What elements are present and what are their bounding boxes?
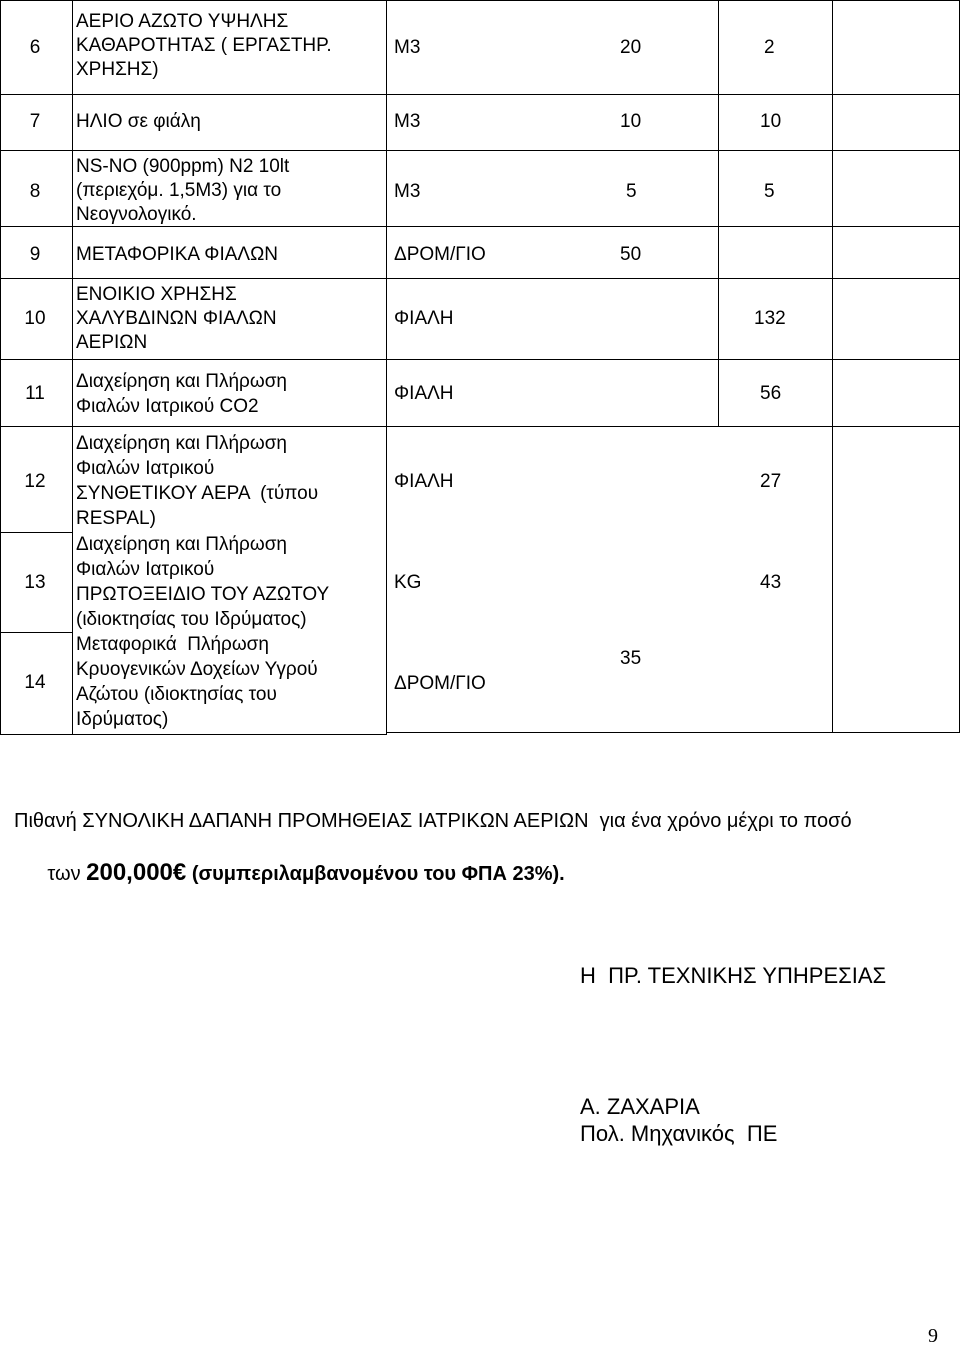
item-description: Φιαλών Ιατρικού CO2 [76, 396, 259, 417]
item-description: ΑΕΡΙΩΝ [76, 332, 148, 353]
quantity: 56 [760, 383, 782, 404]
summary-line: Πιθανή ΣΥΝΟΛΙΚΗ ΔΑΠΑΝΗ ΠΡΟΜΗΘΕΙΑΣ ΙΑΤΡΙΚΩΝ ΑΕΡΙΩΝ για ένα χρόνο μέχρι το ποσό [14, 810, 852, 832]
item-description: Αζώτου (ιδιοκτησίας του [76, 684, 277, 705]
department-heading: Η ΠΡ. ΤΕΧΝΙΚΗΣ ΥΠΗΡΕΣΙΑΣ [580, 963, 887, 988]
total-cost-summary [14, 808, 949, 913]
item-description: ΧΡΗΣΗΣ) [76, 59, 159, 80]
item-description: Διαχείρηση και Πλήρωση [76, 534, 287, 555]
table-rule [0, 734, 386, 735]
quantity: 35 [620, 648, 642, 669]
table-rule [386, 732, 960, 733]
item-description: Κρυογενικών Δοχείων Υγρού [76, 659, 318, 680]
table-rule [0, 632, 72, 633]
unit: ΔΡΟΜ/ΓΙΟ [394, 244, 486, 265]
item-description: ΧΑΛΥΒΔΙΝΩΝ ΦΙΑΛΩΝ [76, 308, 277, 329]
row-number: 7 [29, 111, 41, 132]
table-rule [72, 0, 73, 735]
unit: Μ3 [394, 37, 421, 58]
quantity: 10 [760, 111, 782, 132]
table-rule [718, 0, 719, 426]
quantity: 10 [620, 111, 642, 132]
quantity: 50 [620, 244, 642, 265]
table-rule [386, 0, 387, 735]
item-description: Φιαλών Ιατρικού [76, 458, 215, 479]
table-rule [0, 278, 960, 279]
row-number: 13 [24, 572, 46, 593]
vat-note: (συμπεριλαμβανομένου του ΦΠΑ 23%). [186, 863, 565, 885]
item-description: ΑΕΡΙΟ ΑΖΩΤΟ ΥΨΗΛΗΣ [76, 11, 289, 32]
table-rule [0, 532, 72, 533]
row-number: 14 [24, 672, 46, 693]
unit: KG [394, 572, 422, 593]
table-rule [0, 359, 960, 360]
row-number: 12 [24, 471, 46, 492]
table-rule [0, 0, 960, 1]
unit: ΦΙΑΛΗ [394, 471, 454, 492]
item-description: RESPAL) [76, 508, 156, 529]
total-amount: 200,000 [86, 859, 173, 886]
item-description: ΣΥΝΘΕΤΙΚΟΥ ΑΕΡΑ (τύπου [76, 483, 319, 504]
unit: ΦΙΑΛΗ [394, 383, 454, 404]
quantity: 5 [626, 181, 637, 202]
quantity: 132 [754, 308, 786, 329]
item-description: Διαχείρηση και Πλήρωση [76, 433, 287, 454]
table-rule [0, 426, 960, 427]
summary-amount-line [14, 834, 949, 913]
item-description: ΠΡΩΤΟΞΕΙΔΙΟ ΤΟΥ ΑΖΩΤΟΥ [76, 584, 330, 605]
quantity: 2 [764, 37, 775, 58]
summary-prefix: των [47, 863, 87, 885]
table-rule [0, 150, 960, 151]
item-description: NS-NO (900ppm) N2 10lt [76, 156, 290, 177]
row-number: 11 [25, 383, 45, 404]
item-description: ΜΕΤΑΦΟΡΙΚΑ ΦΙΑΛΩΝ [76, 244, 279, 265]
quantity: 43 [760, 572, 782, 593]
row-number: 10 [24, 308, 46, 329]
item-description: ΚΑΘΑΡΟΤΗΤΑΣ ( ΕΡΓΑΣΤΗΡ. [76, 35, 332, 56]
quantity: 20 [620, 37, 642, 58]
item-description: Φιαλών Ιατρικού [76, 559, 215, 580]
item-description: Μεταφορικά Πλήρωση [76, 634, 269, 655]
signatory-title: Πολ. Μηχανικός ΠΕ [580, 1121, 778, 1146]
table-rule [832, 0, 833, 733]
item-description: ΗΛΙΟ σε φιάλη [76, 111, 201, 132]
euro-sign: € [172, 859, 187, 886]
unit: Μ3 [394, 181, 421, 202]
unit: Μ3 [394, 111, 421, 132]
row-number: 6 [29, 37, 41, 58]
item-description: (ιδιοκτησίας του Ιδρύματος) [76, 609, 307, 630]
signatory-name: Α. ΖΑΧΑΡΙΑ [580, 1094, 700, 1119]
row-number: 8 [29, 181, 41, 202]
row-number: 9 [29, 244, 41, 265]
unit: ΦΙΑΛΗ [394, 308, 454, 329]
item-description: (περιεχόμ. 1,5Μ3) για το [76, 180, 282, 201]
item-description: Νεογνολογικό. [76, 204, 197, 225]
item-description: Διαχείρηση και Πλήρωση [76, 371, 287, 392]
quantity: 27 [760, 471, 782, 492]
page-number: 9 [928, 1325, 938, 1347]
item-description: Ιδρύματος) [76, 709, 169, 730]
unit: ΔΡΟΜ/ΓΙΟ [394, 673, 486, 694]
item-description: ΕΝΟΙΚΙΟ ΧΡΗΣΗΣ [76, 284, 237, 305]
quantity: 5 [764, 181, 775, 202]
table-rule [0, 94, 960, 95]
